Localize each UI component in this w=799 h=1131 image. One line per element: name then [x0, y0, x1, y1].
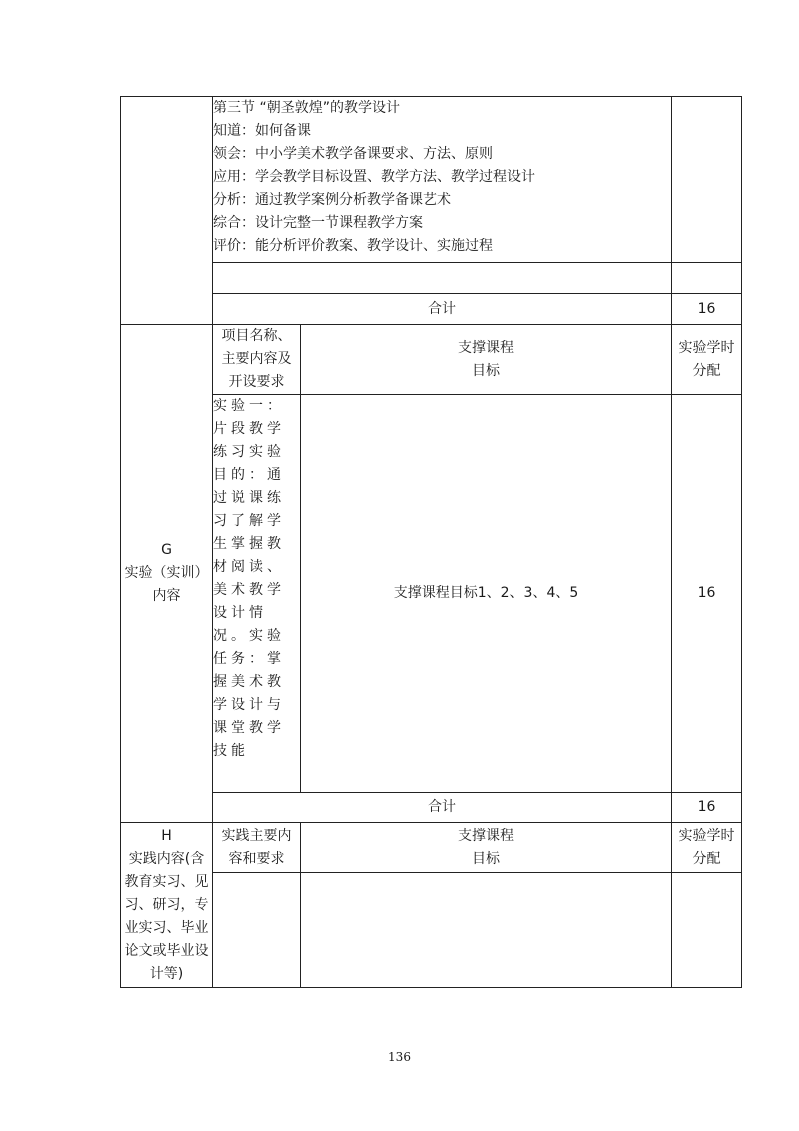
- project-header: 项目名称、主要内容及开设要求: [213, 325, 301, 395]
- content-line: 领会：中小学美术教学备课要求、方法、原则: [213, 146, 493, 162]
- goal-header-line2: 目标: [472, 362, 501, 379]
- practice-goal-header: [301, 823, 672, 873]
- course-table: [120, 96, 742, 988]
- content-line: 应用：学会教学目标设置、教学方法、教学过程设计: [213, 169, 535, 185]
- goal-content: 支撑课程目标1、2、3、4、5: [301, 395, 672, 793]
- section-g-letter: G: [161, 542, 172, 558]
- section-e-total-value: 16: [672, 294, 742, 325]
- section-h-letter: H: [161, 827, 172, 844]
- section-e-content: [213, 97, 672, 263]
- hours-header: 实验学时分配: [672, 325, 742, 395]
- project-content: 实验一：片段教学练习实验目的：通过说课练习了解学生掌握教材阅读、美术教学设计情况。实验任务：掌握美术教学设计与课堂教学技能: [213, 395, 301, 793]
- practice-hours-cell: [672, 873, 742, 988]
- section-e-hours-cell: [672, 97, 742, 263]
- section-g-total-label: 合计: [213, 793, 672, 823]
- section-e-label-cell: [121, 97, 213, 325]
- content-line: 知道：如何备课: [213, 123, 311, 139]
- section-g-label: [121, 325, 213, 823]
- page-number: 136: [388, 1050, 411, 1064]
- goal-header-line1: 支撑课程: [458, 339, 515, 356]
- practice-content-header: 实践主要内容和要求: [213, 823, 301, 873]
- section-e-total-label: 合计: [213, 294, 672, 325]
- content-line: 综合：设计完整一节课程教学方案: [213, 215, 423, 231]
- practice-hours-header: 实验学时分配: [672, 823, 742, 873]
- practice-goal-line1: 支撑课程: [458, 827, 515, 844]
- section-h-label: [121, 823, 213, 988]
- section-e-empty-hours: [672, 263, 742, 294]
- hours-content: 16: [672, 395, 742, 793]
- content-line: 评价：能分析评价教案、教学设计、实施过程: [213, 238, 493, 254]
- goal-header: [301, 325, 672, 395]
- practice-content-cell: [213, 873, 301, 988]
- section-e-empty-row: [213, 263, 672, 294]
- content-line: 分析：通过教学案例分析教学备课艺术: [213, 192, 451, 208]
- practice-goal-cell: [301, 873, 672, 988]
- practice-goal-line2: 目标: [472, 850, 501, 867]
- section-g-total-value: 16: [672, 793, 742, 823]
- section-h-title: 实践内容(含教育实习、见习、研习，专业实习、毕业论文或毕业设计等): [124, 850, 209, 982]
- section-g-title: 实验（实训）内容: [124, 565, 209, 604]
- content-line: 第三节 “朝圣敦煌”的教学设计: [213, 100, 400, 116]
